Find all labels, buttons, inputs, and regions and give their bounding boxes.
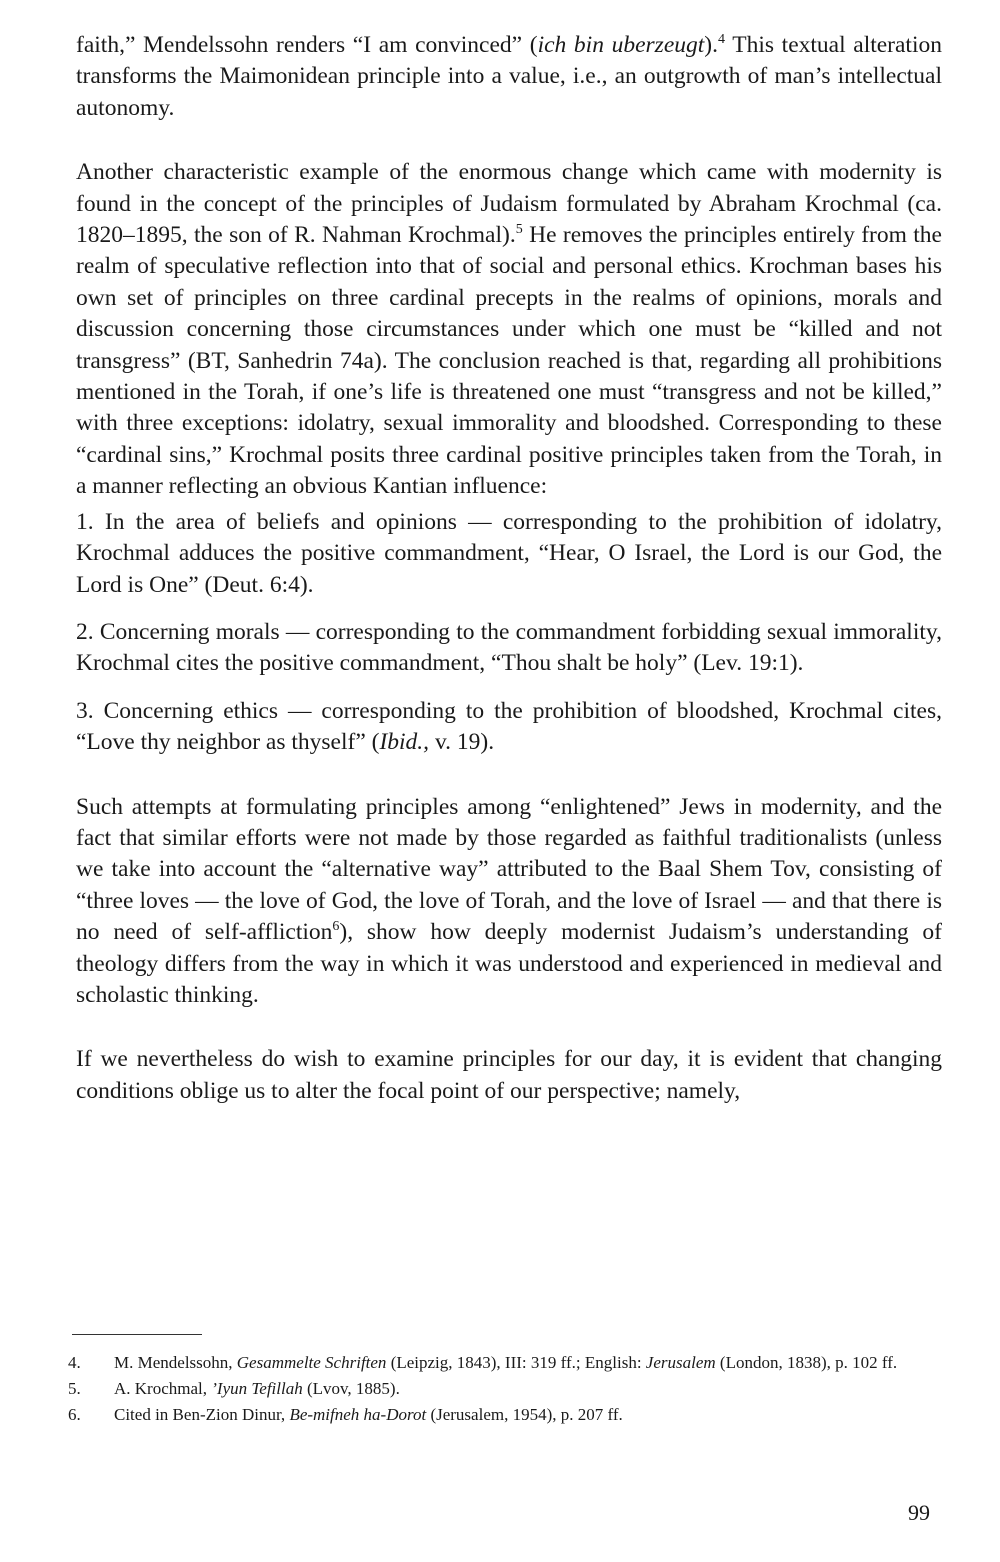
- footnotes: [68, 1350, 942, 1428]
- text-run: ).: [704, 32, 718, 58]
- text-run: (Lvov, 1885).: [302, 1379, 400, 1398]
- text-run: v. 19).: [429, 729, 495, 756]
- text-run: Another characteristic example of the enormous change which came with modernity is found in the concept of the principles of Judaism formulated by Abraham Krochmal (ca. 1820–1895, the son of R. Nahman Krochmal).: [76, 159, 942, 249]
- list-item-ethics: [76, 696, 942, 759]
- list-item-morals: 2. Concerning morals — corresponding to the commandment forbidding sexual immorality, Krochmal cites the positive commandment, “Thou shalt be holy” (Lev. 19:1).: [76, 618, 942, 677]
- text-run: faith,” Mendelssohn renders “I am convinced” (: [76, 32, 538, 58]
- italic-title: Gesammelte Schriften: [236, 1353, 387, 1372]
- italic-title: Be-mifneh ha-Dorot: [289, 1405, 427, 1424]
- paragraph-krochmal: [76, 157, 942, 502]
- page-number: 99: [908, 1500, 930, 1525]
- text-run: (Leipzig, 1843), III: 319 ff.; English:: [386, 1353, 646, 1372]
- text-run: (Jerusalem, 1954), p. 207 ff.: [426, 1405, 623, 1424]
- italic-title: ’Iyun Tefillah: [211, 1379, 303, 1398]
- footnote-4: [68, 1350, 942, 1376]
- italic-title: Jerusalem: [645, 1353, 716, 1372]
- text-run: He removes the principles entirely from the realm of speculative reflection into that of social and personal ethics. Krochman bases his own set of principles on three cardinal precepts in the realms of opinions, morals and discussion concerning those circumstances under which one must be “killed and not transgress” (BT, Sanhedrin 74a). The conclusion reached is that, regarding all prohibitions mentioned in the Torah, if one’s life is threatened one must “transgress and not be killed,” with three exceptions: idolatry, sexual immorality and bloodshed. Corresponding to these “cardinal sins,” Krochmal posits three cardinal positive principles taken from the Torah, in a manner reflecting an obvious Kantian influence:: [76, 222, 942, 500]
- text-run: ), show how deeply modernist Judaism’s understanding of theology differs from the way in which it was understood and experienced in medieval and scholastic thinking.: [76, 919, 942, 1008]
- footnote-5: [68, 1376, 942, 1402]
- text-run: Such attempts at formulating principles among “enlightened” Jews in modernity, and the fact that similar efforts were not made by those regarded as faithful traditionalists (unless we take into account the “alternative way” attributed to the Baal Shem Tov, consisting of “three loves — the love of God, the love of Torah, and the love of Israel — and that there is no need of self-affliction: [76, 793, 942, 946]
- italic-phrase: ich bin uberzeugt: [537, 32, 705, 58]
- italic-phrase: Ibid.,: [379, 729, 430, 756]
- footnote-number: 6.: [68, 1405, 81, 1424]
- footnote-divider: [72, 1334, 202, 1335]
- paragraph-principles: If we nevertheless do wish to examine principles for our day, it is evident that changing conditions oblige us to alter the focal point of our perspective; namely,: [76, 1046, 942, 1104]
- footnote-ref-5[interactable]: 5: [515, 222, 523, 238]
- text-run: (London, 1838), p. 102 ff.: [715, 1353, 898, 1372]
- paragraph-mendelssohn: [76, 30, 942, 124]
- footnote-number: 5.: [68, 1379, 81, 1398]
- text-run: 3. Concerning ethics — corresponding to the prohibition of bloodshed, Krochmal cites, “Love thy neighbor as thyself” (: [76, 697, 942, 756]
- footnote-ref-6[interactable]: 6: [332, 919, 340, 935]
- text-run: This textual alteration transforms the Maimonidean principle into a value, i.e., an outgrowth of man’s intellectual autonomy.: [76, 32, 942, 121]
- footnote-ref-4[interactable]: 4: [718, 32, 725, 47]
- paragraph-enlightened: [76, 792, 942, 1012]
- text-run: A. Krochmal,: [114, 1379, 212, 1398]
- footnote-number: 4.: [68, 1353, 81, 1372]
- text-run: Cited in Ben-Zion Dinur,: [114, 1405, 290, 1424]
- footnote-6: [68, 1402, 942, 1428]
- page-body: [76, 30, 942, 1107]
- list-item-beliefs: 1. In the area of beliefs and opinions — corresponding to the prohibition of idolatry, Krochmal adduces the positive commandment, “Hear, O Israel, the Lord is our God, the Lord is One” (Deut. 6:4).: [76, 508, 942, 598]
- text-run: M. Mendelssohn,: [114, 1353, 237, 1372]
